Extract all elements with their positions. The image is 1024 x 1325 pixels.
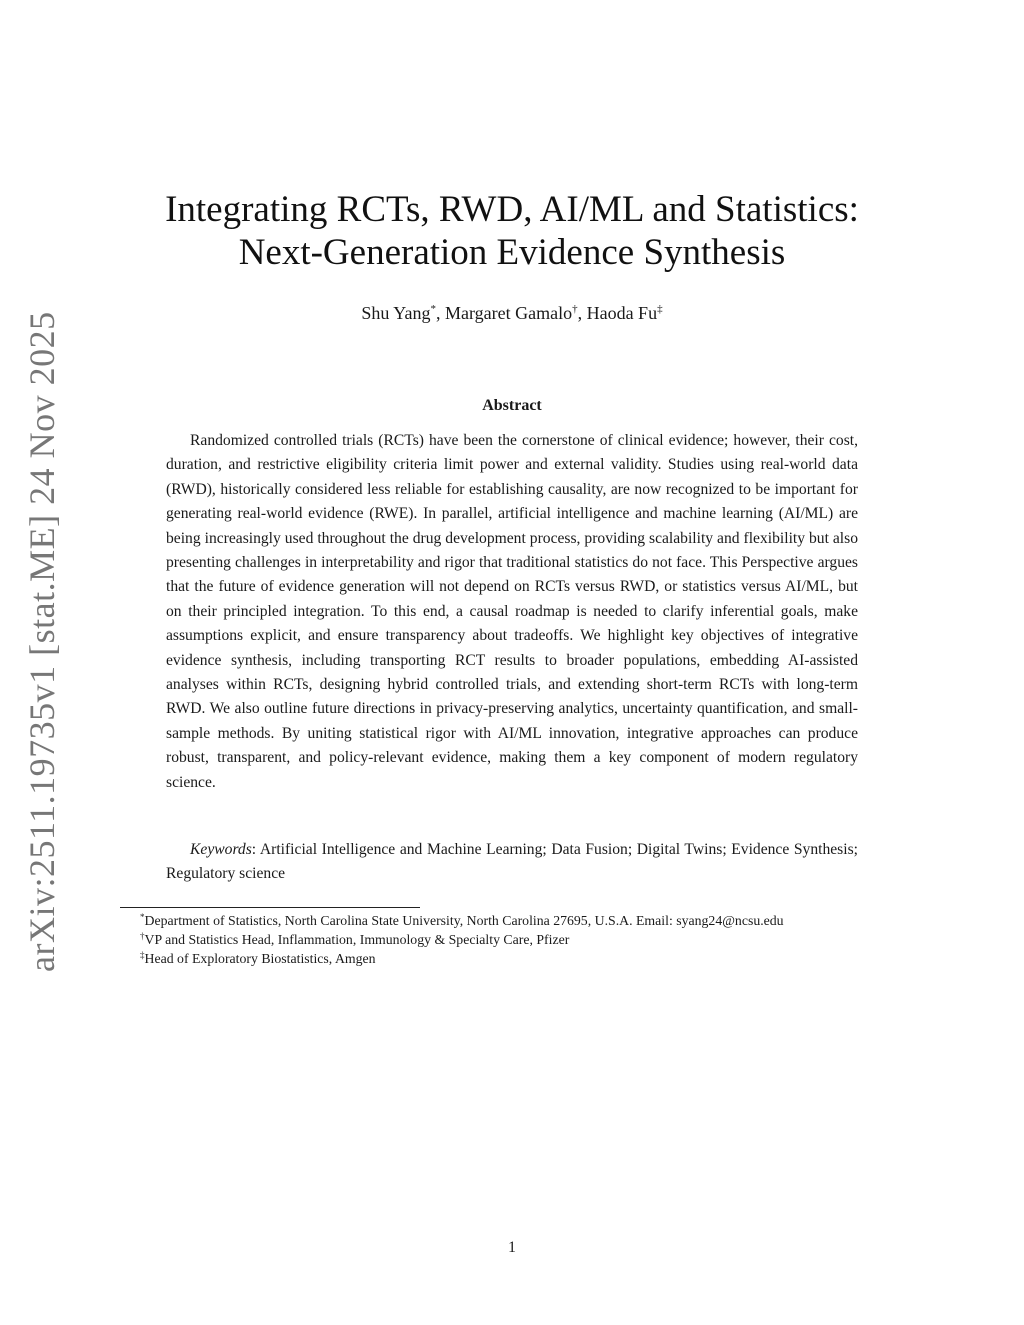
- footnote-text: VP and Statistics Head, Inflammation, Immunology & Specialty Care, Pfizer: [144, 932, 570, 947]
- abstract-text: Randomized controlled trials (RCTs) have been the cornerstone of clinical evidence; however, their cost, duration, and restrictive eligibility criteria limit power and external validity. Studies using real-world data (RWD), historically considered less reliable for establishing causality, are now recognized to be important for generating real-world evidence (RWE). In parallel, artificial intelligence and machine learning (AI/ML) are being increasingly used throughout the drug development process, providing scalability and flexibility but also presenting challenges in interpretability and rigor that traditional statistics do not face. This Perspective argues that the future of evidence generation will not depend on RCTs versus RWD, or statistics versus AI/ML, but on their principled integration. To this end, a causal roadmap is needed to clarify inferential goals, make assumptions explicit, and ensure transparency about tradeoffs. We highlight key objectives of integrative evidence synthesis, including transporting RCT results to broader populations, embedding AI-assisted analyses within RCTs, designing hybrid controlled trials, and extending short-term RCTs with long-term RWD. We also outline future directions in privacy-preserving analytics, uncertainty quantification, and small-sample methods. By uniting statistical rigor with AI/ML innovation, integrative approaches can produce robust, transparent, and policy-relevant evidence, making them a key component of modern regulatory science.: [166, 432, 858, 791]
- author-footnote-mark[interactable]: *: [430, 303, 436, 315]
- footnote: [120, 949, 904, 968]
- keywords: [166, 838, 858, 887]
- title-line-2: Next-Generation Evidence Synthesis: [238, 232, 786, 273]
- author-separator: ,: [577, 303, 587, 323]
- abstract-heading: Abstract: [482, 397, 542, 414]
- footnote-mark: †: [140, 931, 145, 941]
- author-list: [100, 301, 924, 325]
- footnote: [120, 930, 904, 949]
- keywords-text: : Artificial Intelligence and Machine Learning; Data Fusion; Digital Twins; Evidence Synthesis; Regulatory science: [166, 841, 858, 883]
- author-name: Margaret Gamalo: [444, 303, 573, 323]
- title-line-1: Integrating RCTs, RWD, AI/ML and Statistics:: [165, 189, 859, 230]
- footnote-text: Head of Exploratory Biostatistics, Amgen: [144, 951, 376, 966]
- paper-title: [100, 188, 924, 274]
- keywords-label: Keywords: [190, 841, 252, 858]
- page-number: 1: [508, 1239, 516, 1256]
- footnote-mark: ‡: [140, 950, 145, 960]
- author-footnote-mark[interactable]: ‡: [657, 303, 663, 315]
- footnote-text: Department of Statistics, North Carolina State University, North Carolina 27695, U.S.A. Email: syang24@ncsu.edu: [144, 913, 784, 928]
- author-name: Shu Yang: [361, 303, 431, 323]
- author-footnote-mark[interactable]: †: [572, 303, 578, 315]
- author-separator: ,: [435, 303, 445, 323]
- footnotes: [120, 911, 904, 968]
- footnote-mark: *: [140, 912, 145, 922]
- author-name: Haoda Fu: [586, 303, 658, 323]
- footnote-divider: [120, 907, 420, 908]
- footnote: [120, 911, 904, 930]
- arxiv-identifier: arXiv:2511.19735v1 [stat.ME] 24 Nov 2025: [22, 311, 62, 972]
